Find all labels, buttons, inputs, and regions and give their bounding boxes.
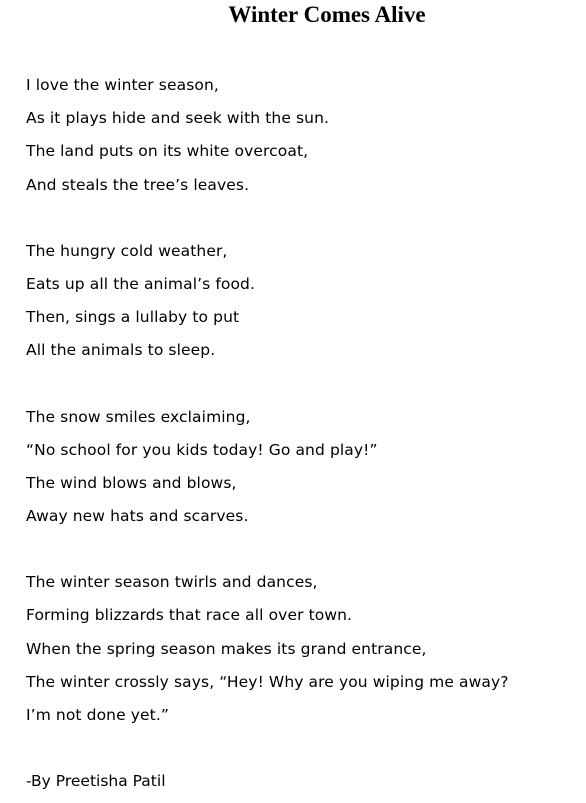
poem-line: The wind blows and blows, bbox=[26, 473, 237, 492]
poem-body bbox=[26, 74, 576, 770]
poem-author: -By Preetisha Patil bbox=[26, 772, 166, 790]
stanza-2 bbox=[26, 240, 576, 373]
poem-line: Eats up all the animal’s food. bbox=[26, 274, 256, 293]
poem-line: The snow smiles exclaiming, bbox=[26, 407, 251, 426]
stanza-3 bbox=[26, 406, 576, 539]
poem-line: And steals the tree’s leaves. bbox=[26, 175, 250, 194]
poem-line: I love the winter season, bbox=[26, 76, 219, 94]
poem-line: The winter season twirls and dances, bbox=[26, 573, 318, 592]
poem-line: The winter crossly says, “Hey! Why are you wiping me away? bbox=[26, 672, 509, 691]
poem-line: All the animals to sleep. bbox=[26, 341, 216, 360]
poem-line: The land puts on its white overcoat, bbox=[26, 142, 309, 161]
poem-line: As it plays hide and seek with the sun. bbox=[26, 109, 330, 128]
poem-line: When the spring season makes its grand entrance, bbox=[26, 639, 427, 658]
stanza-1 bbox=[26, 74, 576, 207]
poem-title: Winter Comes Alive bbox=[228, 2, 426, 27]
poem-line: I’m not done yet.” bbox=[26, 706, 169, 724]
stanza-4 bbox=[26, 571, 576, 737]
poem-line: Away new hats and scarves. bbox=[26, 507, 249, 526]
poem-line: Forming blizzards that race all over town. bbox=[26, 606, 353, 625]
poem-line: “No school for you kids today! Go and play!” bbox=[26, 440, 378, 459]
poem-line: The hungry cold weather, bbox=[26, 241, 228, 260]
poem-line: Then, sings a lullaby to put bbox=[26, 308, 240, 327]
